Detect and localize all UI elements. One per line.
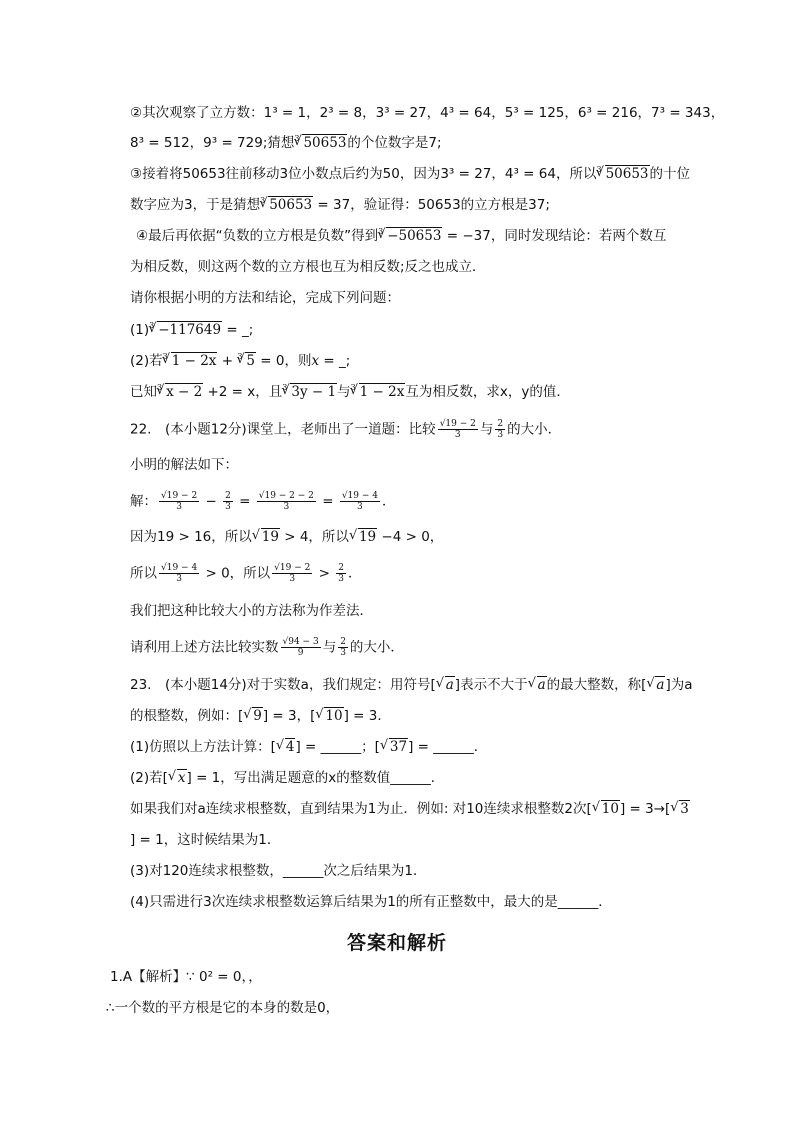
section-title: 答案和解析 (346, 932, 447, 954)
text-line: 请你根据小明的方法和结论，完成下列问题： (130, 290, 400, 306)
text-line: ③接着将50653往前移动3位小数点后约为50，因为3³ = 27，4³ = 64，所以$^3$√ 50653的十位 (130, 165, 690, 185)
text-line: 8³ = 512，9³ = 729;猜想$^3$√ 50653的个位数字是7; (130, 134, 442, 154)
text-line: ] = 1，这时候结果为1． (130, 832, 281, 848)
text-line: (2)若[√ x] = 1，写出满足题意的x的整数值______． (130, 769, 444, 787)
text-line: 所以 $\frac{√19 - 4}{3}$ > 0，所以 $\frac{√19 - 2}{3}$ > $\frac{2}{3}$ ． (130, 563, 362, 584)
answer-line: ∴一个数的平方根是它的本身的数是0， (106, 1000, 340, 1016)
text-line: ④最后再依据“负数的立方根是负数”得到$^3$√ −50653 = −37，同时发现结论：若两个数互 (136, 227, 666, 247)
text-line: 我们把这种比较大小的方法称为作差法． (130, 603, 373, 619)
text-line: 已知$^3$√ x − 2 +2 = x，且$^3$√ 3y − 1与$^3$√ 1 − 2x互为相反数，求x，y的值． (130, 383, 570, 403)
text-line: 因为19 > 16，所以√ 19 > 4，所以√ 19 −4 > 0， (130, 528, 443, 546)
text-line: (4)只需进行3次连续求根整数运算后结果为1的所有正整数中，最大的是______． (130, 894, 612, 910)
text-line: 小明的解法如下： (130, 457, 238, 473)
text-line: (2)若$^3$√ 1 − 2x + $^3$√ 5 = 0，则x = _; (130, 352, 350, 372)
text-line: $(1)^3√ -117649$ = _; (130, 321, 253, 341)
text-line: (1)仿照以上方法计算：[√ 4] = ______；[√ 37] = ______． (130, 738, 487, 756)
text-line: 如果我们对a连续求根整数，直到结果为1为止．例如: 对10连续求根整数2次[√ 10] = 3→[√ 3 (130, 800, 690, 818)
text-line: 解： $\frac{√19 - 2}{3}$ − $\frac{2}{3}$ = $\frac{√19 - 2 - 2}{3}$ = $\frac{√19 - 4}{3}$ ． (130, 491, 396, 512)
text-line: 为相反数，则这两个数的立方根也互为相反数;反之也成立． (130, 259, 486, 275)
text-line: 数字应为3，于是猜想$^3$√ 50653 = 37，验证得：50653的立方根是37; (130, 196, 550, 216)
answer-line: 1.A【解析】∵ 0² = 0，， (110, 969, 262, 985)
text-line: ②其次观察了立方数：1³ = 1，2³ = 8，3³ = 27，4³ = 64，5³ = 125，6³ = 216，7³ = 343， (130, 105, 725, 121)
text-line: (3)对120连续求根整数，______次之后结果为1． (130, 863, 427, 879)
text-line: 的根整数，例如：[√ 9] = 3，[√ 10] = 3． (130, 707, 391, 725)
question-22-header: 22. (本小题12分)课堂上，老师出了一道题：比较 $\frac{√19 - 2}{3}$ 与 $\frac{2}{3}$ 的大小． (130, 419, 562, 440)
question-23-header: 23. (本小题14分)对于实数a，我们规定：用符号[√ a]表示不大于√ a的最大整数，称[√ a]为a (130, 676, 693, 694)
text-line: 请利用上述方法比较实数 $\frac{√94 - 3}{9}$ 与 $\frac{2}{3}$ 的大小． (130, 637, 404, 658)
